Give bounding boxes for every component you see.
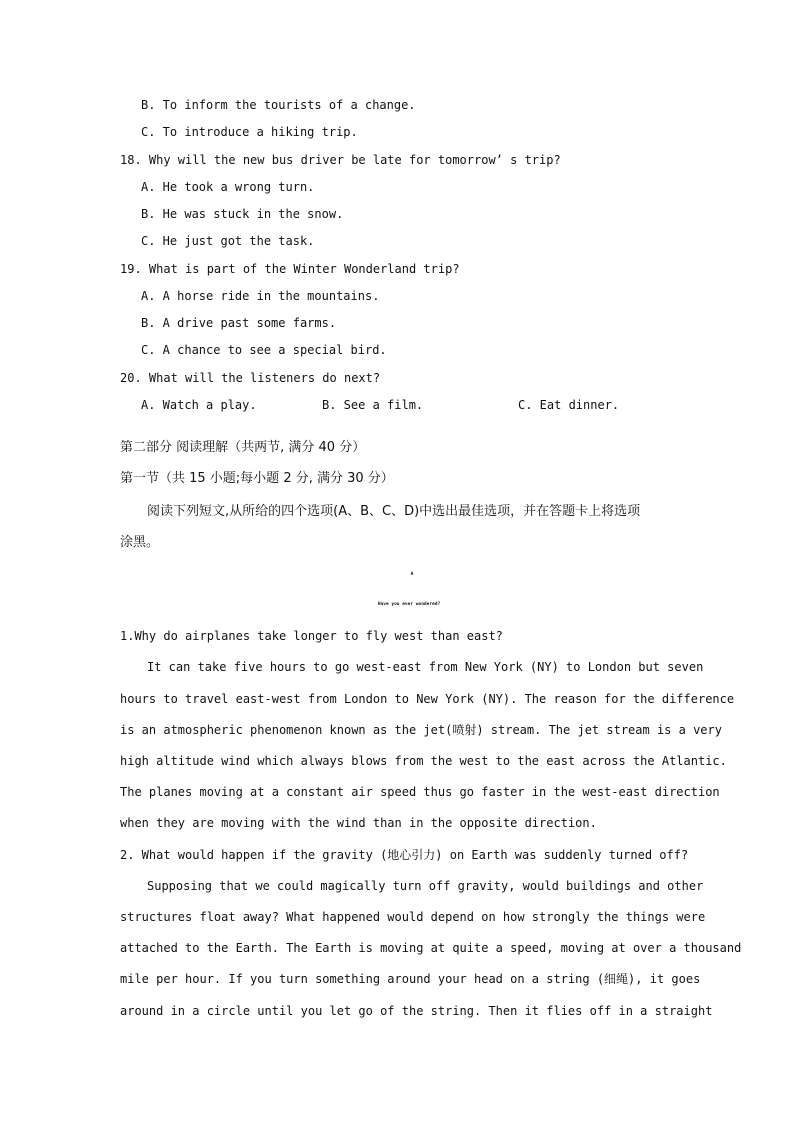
q1-heading: 1.Why do airplanes take longer to fly west than east?	[120, 629, 503, 643]
q2-line: structures float away? What happened would depend on how strongly the things were	[120, 910, 706, 924]
q20-option-c: C. Eat dinner.	[518, 398, 620, 412]
q2-heading: 2. What would happen if the gravity (地心引力) on Earth was suddenly turned off?	[120, 848, 689, 862]
q17-option-c: C. To introduce a hiking trip.	[141, 125, 358, 139]
q19-question: 19. What is part of the Winter Wonderland trip?	[120, 262, 460, 276]
q19-option-c: C. A chance to see a special bird.	[141, 343, 387, 357]
q2-line: mile per hour. If you turn something around your head on a string (细绳), it goes	[120, 972, 701, 986]
q18-option-c: C. He just got the task.	[141, 234, 315, 248]
q20-option-a: A. Watch a play.	[141, 398, 257, 412]
q18-option-b: B. He was stuck in the snow.	[141, 207, 344, 221]
q1-line: when they are moving with the wind than in the opposite direction.	[120, 816, 597, 830]
q20-question: 20. What will the listeners do next?	[120, 371, 381, 385]
section-title: 第一节（共 15 小题;每小题 2 分, 满分 30 分）	[120, 471, 394, 486]
q1-line: The planes moving at a constant air speed thus go faster in the west-east direction	[120, 785, 720, 799]
q18-question: 18. Why will the new bus driver be late for tomorrow’ s trip?	[120, 153, 561, 167]
q2-line: Supposing that we could magically turn off gravity, would buildings and other	[147, 879, 704, 893]
instructions-line-2: 涂黑。	[120, 535, 160, 550]
q1-line: is an atmospheric phenomenon known as the jet(喷射) stream. The jet stream is a very	[120, 723, 722, 737]
q2-line: attached to the Earth. The Earth is moving at quite a speed, moving at over a thousand	[120, 941, 742, 955]
q1-line: It can take five hours to go west-east from New York (NY) to London but seven	[147, 660, 704, 674]
q17-option-b: B. To inform the tourists of a change.	[141, 98, 416, 112]
part-title: 第二部分 阅读理解（共两节, 满分 40 分）	[120, 440, 366, 455]
passage-title: Have you ever wondered?	[377, 602, 441, 607]
q1-line: hours to travel east-west from London to New York (NY). The reason for the difference	[120, 692, 735, 706]
q19-option-a: A. A horse ride in the mountains.	[141, 289, 380, 303]
q19-option-b: B. A drive past some farms.	[141, 316, 337, 330]
instructions-line-1: 阅读下列短文,从所给的四个选项(A、B、C、D)中选出最佳选项，并在答题卡上将选项	[147, 504, 641, 519]
q2-line: around in a circle until you let go of the string. Then it flies off in a straight	[120, 1004, 713, 1018]
q20-option-b: B. See a film.	[322, 398, 424, 412]
passage-letter: A	[410, 572, 414, 577]
q1-line: high altitude wind which always blows from the west to the east across the Atlantic.	[120, 754, 727, 768]
q18-option-a: A. He took a wrong turn.	[141, 180, 315, 194]
